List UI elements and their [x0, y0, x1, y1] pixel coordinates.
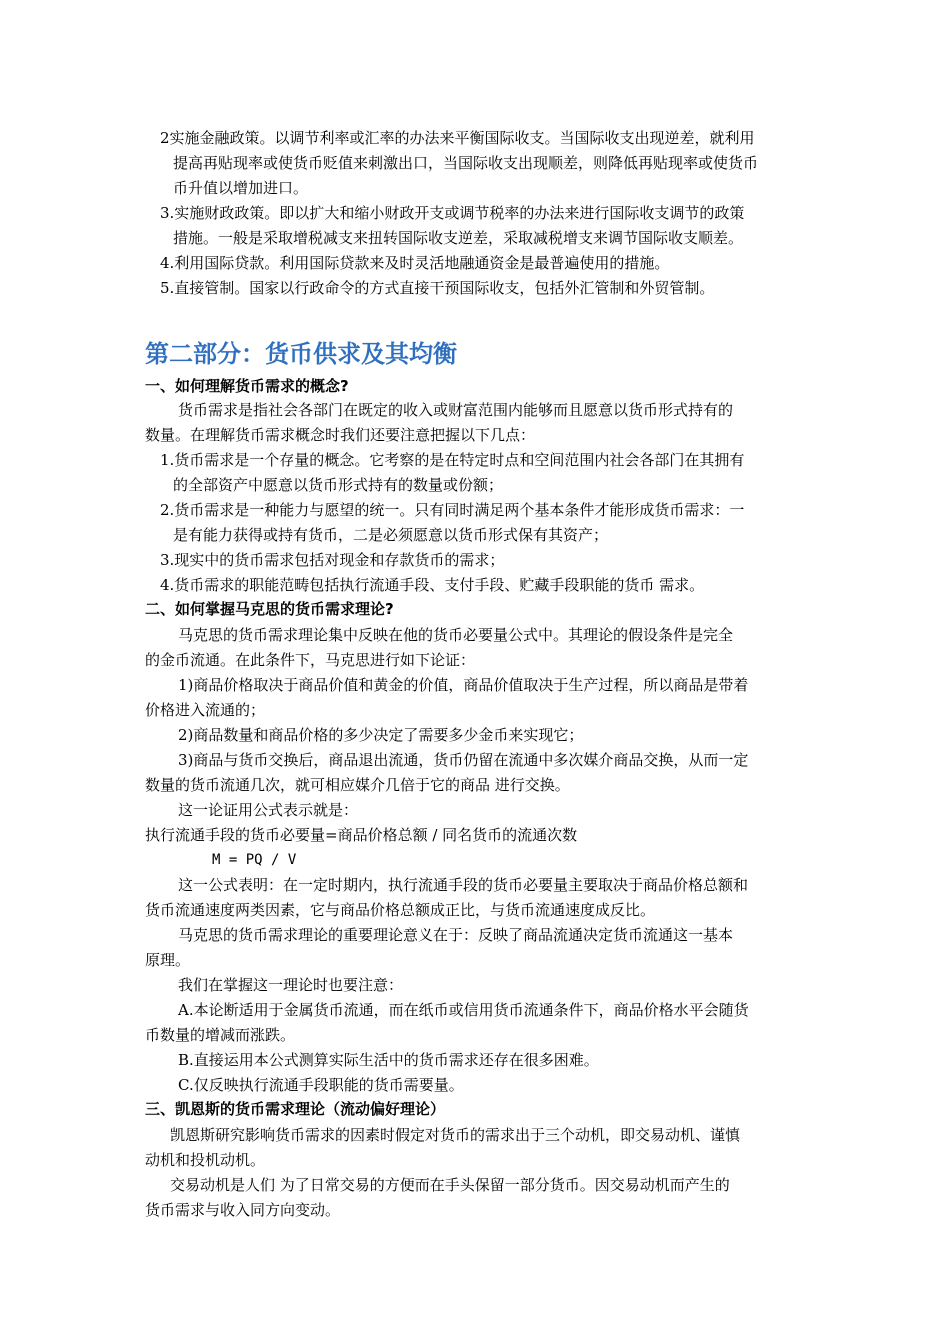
section2-arg1-line2: 价格进入流通的；	[145, 701, 266, 719]
section3-p2-line1: 交易动机是人们 为了日常交易的方便而在手头保留一部分货币。因交易动机而产生的	[170, 1176, 730, 1194]
section2-arg1-line1: 1)商品价格取决于商品价值和黄金的价值，商品价值取决于生产过程，所以商品是带着	[178, 676, 749, 694]
part-title: 第二部分：货币供求及其均衡	[145, 340, 457, 368]
list-item-3-line1: 3.实施财政政策。即以扩大和缩小财政开支或调节税率的办法来进行国际收支调节的政策	[160, 204, 745, 222]
section2-meaning-line2: 原理。	[145, 951, 191, 969]
section1-item2-line1: 2.货币需求是一种能力与愿望的统一。只有同时满足两个基本条件才能形成货币需求：一	[160, 501, 745, 519]
section1-item3: 3.现实中的货币需求包括对现金和存款货币的需求；	[160, 551, 505, 569]
section2-formula: M = PQ / V	[212, 852, 297, 868]
section2-noteA-line1: A.本论断适用于金属货币流通，而在纸币或信用货币流通条件下，商品价格水平会随货	[178, 1001, 749, 1019]
section2-noteC: C.仅反映执行流通手段职能的货币需要量。	[178, 1076, 464, 1094]
section2-p1-line2: 的金币流通。在此条件下，马克思进行如下论证：	[145, 651, 476, 669]
section2-arg3-line1: 3)商品与货币交换后，商品退出流通，货币仍留在流通中多次媒介商品交换，从而一定	[178, 751, 749, 769]
list-item-2-line2: 提高再贴现率或使货币贬值来刺激出口，当国际收支出现顺差，则降低再贴现率或使货币	[173, 154, 759, 172]
section1-item4: 4.货币需求的职能范畴包括执行流通手段、支付手段、贮藏手段职能的货币 需求。	[160, 576, 705, 594]
section2-meaning-line1: 马克思的货币需求理论的重要理论意义在于：反映了商品流通决定货币流通这一基本	[178, 926, 734, 944]
section3-p1-line2: 动机和投机动机。	[145, 1151, 266, 1169]
section1-p1-line1: 货币需求是指社会各部门在既定的收入或财富范围内能够而且愿意以货币形式持有的	[178, 401, 734, 419]
list-item-2-line3: 币升值以增加进口。	[173, 179, 309, 197]
section1-item1-line1: 1.货币需求是一个存量的概念。它考察的是在特定时点和空间范围内社会各部门在其拥有	[160, 451, 745, 469]
section2-note-intro: 我们在掌握这一理论时也要注意：	[178, 976, 404, 994]
list-item-3-line2: 措施。一般是采取增税减支来扭转国际收支逆差，采取减税增支来调节国际收支顺差。	[173, 229, 744, 247]
section2-explain-line1: 这一公式表明：在一定时期内，执行流通手段的货币必要量主要取决于商品价格总额和	[178, 876, 749, 894]
list-item-5: 5.直接管制。国家以行政命令的方式直接干预国际收支，包括外汇管制和外贸管制。	[160, 279, 715, 297]
section1-p1-line2: 数量。在理解货币需求概念时我们还要注意把握以下几点：	[145, 426, 536, 444]
section3-heading: 三、凯恩斯的货币需求理论（流动偏好理论）	[145, 1100, 446, 1118]
section2-heading: 二、如何掌握马克思的货币需求理论?	[145, 600, 394, 618]
section3-p1-line1: 凯恩斯研究影响货币需求的因素时假定对货币的需求出于三个动机，即交易动机、谨慎	[170, 1126, 741, 1144]
section2-formula-text: 执行流通手段的货币必要量=商品价格总额 / 同名货币的流通次数	[145, 826, 578, 844]
section2-noteB: B.直接运用本公式测算实际生活中的货币需求还存在很多困难。	[178, 1051, 599, 1069]
section2-explain-line2: 货币流通速度两类因素，它与商品价格总额成正比，与货币流通速度成反比。	[145, 901, 656, 919]
section1-heading: 一、如何理解货币需求的概念?	[145, 377, 349, 395]
section2-arg2: 2)商品数量和商品价格的多少决定了需要多少金币来实现它；	[178, 726, 584, 744]
section2-formula-intro: 这一论证用公式表示就是：	[178, 801, 359, 819]
list-item-2-line1: 2实施金融政策。以调节利率或汇率的办法来平衡国际收支。当国际收支出现逆差，就利用	[160, 129, 755, 147]
section1-item2-line2: 是有能力获得或持有货币，二是必须愿意以货币形式保有其资产；	[173, 526, 609, 544]
list-item-4: 4.利用国际贷款。利用国际贷款来及时灵活地融通资金是最普遍使用的措施。	[160, 254, 670, 272]
section2-noteA-line2: 币数量的增减而涨跌。	[145, 1026, 296, 1044]
section1-item1-line2: 的全部资产中愿意以货币形式持有的数量或份额；	[173, 476, 504, 494]
section2-arg3-line2: 数量的货币流通几次，就可相应媒介几倍于它的商品 进行交换。	[145, 776, 570, 794]
section3-p2-line2: 货币需求与收入同方向变动。	[145, 1201, 341, 1219]
section2-p1-line1: 马克思的货币需求理论集中反映在他的货币必要量公式中。其理论的假设条件是完全	[178, 626, 734, 644]
